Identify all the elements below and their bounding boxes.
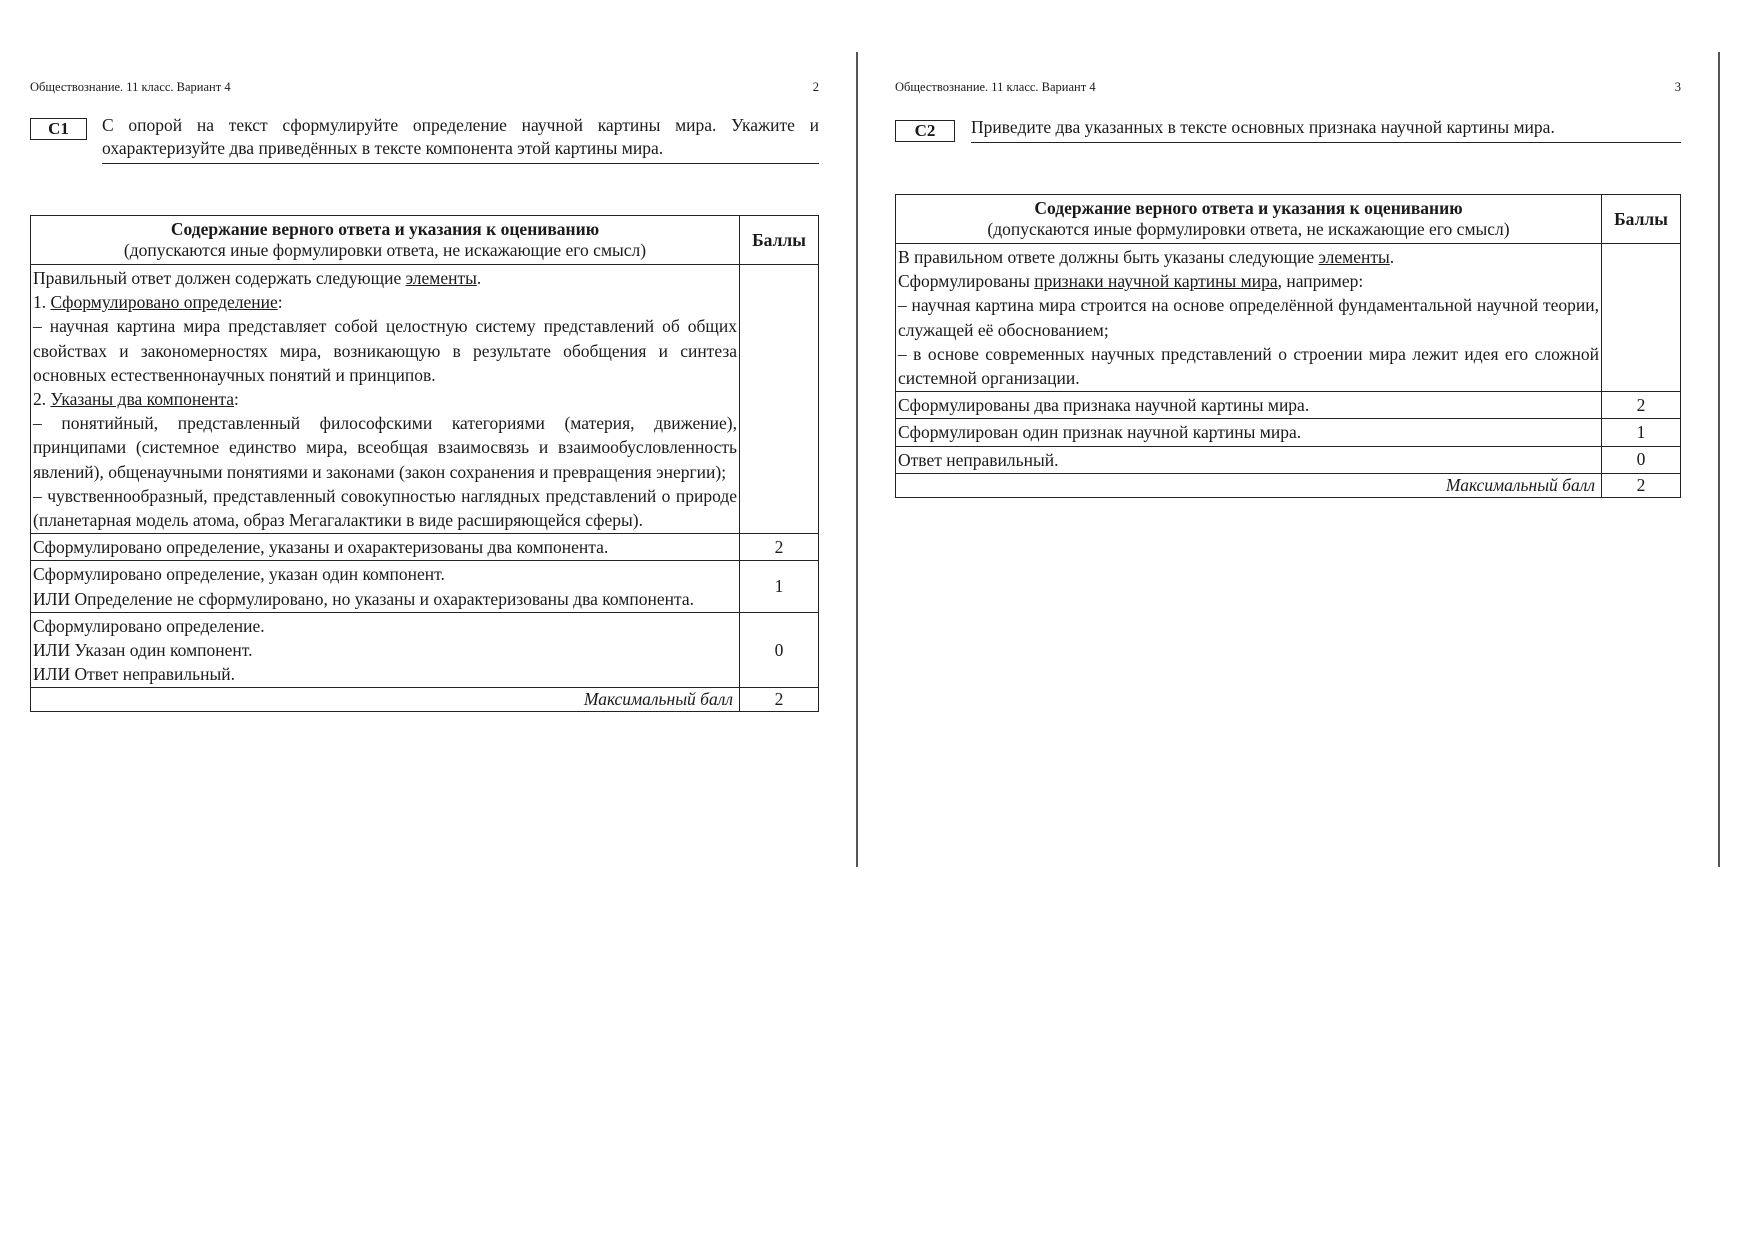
header-points: Баллы: [740, 216, 819, 265]
page-header: [30, 80, 819, 95]
header-main: Содержание верного ответа и указания к оцениванию: [1034, 198, 1463, 218]
answer-intro-text: Правильный ответ должен содержать следующие: [33, 268, 406, 288]
item2-suffix: :: [233, 389, 239, 410]
answer-intro-text: В правильном ответе должны быть указаны следующие: [898, 247, 1319, 267]
score-criteria: Сформулированы два признака научной картины мира.: [896, 392, 1602, 419]
item1-text: – научная картина мира представляет собой целостную систему представлений об общих свойствах и закономерностях мира, возникающую в результате обобщения и синтеза основных естественнонаучных понятий и принципов.: [33, 316, 737, 385]
answer-intro-end: .: [476, 268, 482, 288]
answer-content-points: [1602, 244, 1681, 392]
page-header: [895, 80, 1681, 95]
header-title: Обществознание. 11 класс. Вариант 4: [895, 80, 1096, 94]
header-sub: (допускаются иные формулировки ответа, не искажающие его смысл): [123, 240, 647, 260]
answer-content-row: [31, 265, 819, 534]
subheading-underlined: признаки научной картины мира: [1034, 271, 1278, 292]
answer-intro-underlined: элементы: [405, 268, 477, 288]
score-row: [31, 534, 819, 561]
header-title: Обществознание. 11 класс. Вариант 4: [30, 80, 231, 94]
answer-content-cell: [896, 244, 1602, 392]
header-points: Баллы: [1602, 195, 1681, 244]
item1-suffix: :: [277, 292, 283, 313]
score-criteria: [31, 612, 740, 688]
item2-prefix: 2.: [33, 389, 51, 410]
feature-text-b: – в основе современных научных представлений о строении мира лежит идея его сложной системной организации.: [898, 343, 1599, 389]
answer-intro-underlined: элементы: [1318, 247, 1390, 267]
score-points: 0: [1602, 446, 1681, 473]
score-criteria: Сформулирован один признак научной картины мира.: [896, 419, 1602, 446]
page-number: 3: [1674, 80, 1681, 94]
page-divider-right: [1718, 52, 1720, 867]
header-content-cell: [31, 216, 740, 265]
answer-content-row: [896, 244, 1681, 392]
item2-text-b: – чувственнообразный, представленный совокупностью наглядных представлений о природе (планетарная модель атома, образ Мегагалактики в виде расширяющейся сферы).: [33, 485, 737, 531]
page-number: 2: [812, 80, 819, 94]
criteria-line: Сформулировано определение, указан один компонент.: [33, 564, 445, 585]
page-divider-middle: [856, 52, 858, 867]
header-content-cell: [896, 195, 1602, 244]
score-criteria: [31, 561, 740, 612]
subheading-end: , например:: [1277, 271, 1364, 292]
score-row: [896, 419, 1681, 446]
answer-content-cell: [31, 265, 740, 534]
max-score-row: [896, 473, 1681, 497]
item1-prefix: 1.: [33, 292, 51, 313]
scoring-table: [895, 194, 1681, 498]
score-points: 1: [1602, 419, 1681, 446]
score-row: [31, 612, 819, 688]
answer-subheading: [898, 269, 1599, 293]
item2-text-a: – понятийный, представленный философскими категориями (материя, движение), принципами (системное единство мира, всеобщая взаимосвязь и взаимообусловленность явлений), общенаучными понятиями и законами (закон сохранения и превращения энергии);: [33, 413, 737, 482]
item1-underlined: Сформулировано определение: [50, 292, 278, 313]
score-criteria: Ответ неправильный.: [896, 446, 1602, 473]
criteria-line: Сформулировано определение.: [33, 615, 265, 636]
criteria-line: Сформулировано определение, указаны и охарактеризованы два компонента.: [33, 537, 609, 558]
answer-intro: [33, 266, 737, 290]
max-score-label: Максимальный балл: [31, 688, 740, 712]
header-sub: (допускаются иные формулировки ответа, не искажающие его смысл): [987, 219, 1510, 239]
score-row: [31, 561, 819, 612]
criteria-line: ИЛИ Указан один компонент.: [33, 640, 253, 661]
criteria-line: ИЛИ Ответ неправильный.: [33, 664, 235, 685]
task-question: Приведите два указанных в тексте основных признака научной картины мира.: [971, 116, 1681, 143]
table-header-row: [31, 216, 819, 265]
task-question: С опорой на текст сформулируйте определение научной картины мира. Укажите и охарактеризуйте два приведённых в тексте компонента этой картины мира.: [102, 114, 819, 164]
answer-intro: [898, 245, 1599, 269]
score-points: 1: [740, 561, 819, 612]
max-score-points: 2: [740, 688, 819, 712]
item1-heading: [33, 290, 737, 314]
answer-content-points: [740, 265, 819, 534]
criteria-line: ИЛИ Определение не сформулировано, но указаны и охарактеризованы два компонента.: [33, 588, 694, 609]
scoring-table: [30, 215, 819, 712]
score-row: [896, 392, 1681, 419]
table-header-row: [896, 195, 1681, 244]
subheading-text: Сформулированы: [898, 271, 1035, 292]
item2-underlined: Указаны два компонента: [50, 389, 234, 410]
score-row: [896, 446, 1681, 473]
task-code-badge: С2: [895, 120, 955, 142]
max-score-points: 2: [1602, 473, 1681, 497]
feature-text-a: – научная картина мира строится на основе определённой фундаментальной научной теории, служащей её обоснованием;: [898, 295, 1599, 340]
answer-intro-end: .: [1389, 247, 1395, 267]
score-points: 2: [1602, 392, 1681, 419]
max-score-row: [31, 688, 819, 712]
item2-heading: [33, 387, 737, 411]
score-points: 0: [740, 612, 819, 688]
score-points: 2: [740, 534, 819, 561]
score-criteria: [31, 534, 740, 561]
task-code-badge: С1: [30, 118, 87, 140]
max-score-label: Максимальный балл: [896, 473, 1602, 497]
header-main: Содержание верного ответа и указания к оцениванию: [170, 219, 600, 239]
